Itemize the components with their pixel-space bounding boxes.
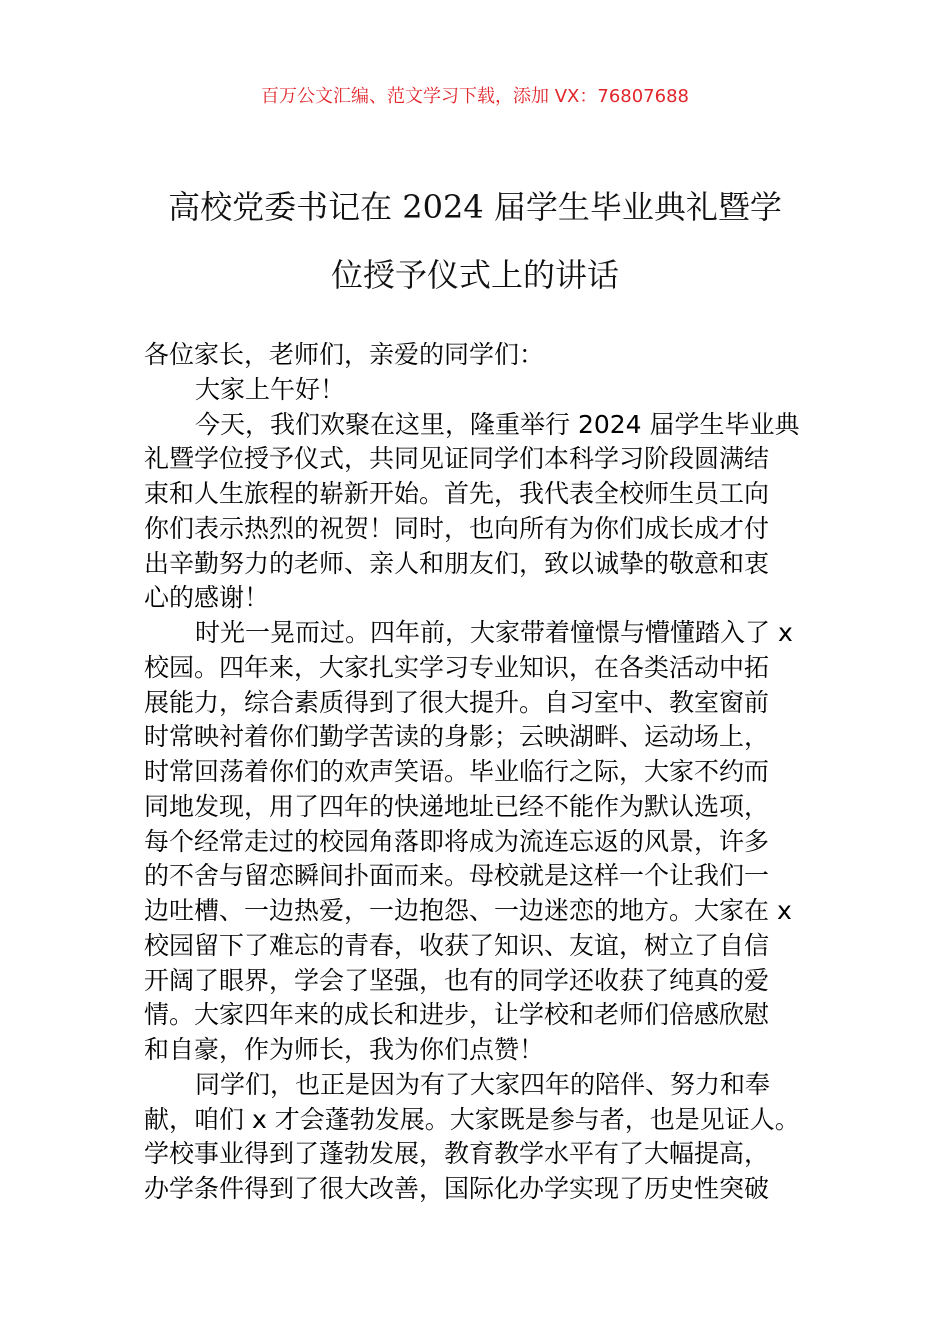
text-line: 束和人生旅程的崭新开始。首先，我代表全校师生员工向 xyxy=(144,479,770,508)
text-line: 每个经常走过的校园角落即将成为流连忘返的风景，许多 xyxy=(144,826,770,856)
text-line: 情。大家四年来的成长和进步，让学校和老师们倍感欣慰 xyxy=(144,1000,770,1030)
paragraph xyxy=(144,616,844,1068)
text-line: 礼暨学位授予仪式，共同见证同学们本科学习阶段圆满结 xyxy=(144,444,770,474)
text-line: 开阔了眼界，学会了坚强，也有的同学还收获了纯真的爱 xyxy=(144,965,770,995)
text-line: 今天，我们欢聚在这里，隆重举行 2024 届学生毕业典 xyxy=(195,409,800,439)
text-line: 心的感谢！ xyxy=(144,583,270,613)
text-line: 展能力，综合素质得到了很大提升。自习室中、教室窗前 xyxy=(144,687,770,717)
text-line: 校园留下了难忘的青春，收获了知识、友谊，树立了自信 xyxy=(144,930,770,960)
text-line: 边吐槽、一边热爱，一边抱怨、一边迷恋的地方。大家在 x xyxy=(144,896,792,925)
text-line: 学校事业得到了蓬勃发展，教育教学水平有了大幅提高， xyxy=(144,1139,770,1169)
text-line: 你们表示热烈的祝贺！同时，也向所有为你们成长成才付 xyxy=(144,513,770,543)
text-line: 的不舍与留恋瞬间扑面而来。母校就是这样一个让我们一 xyxy=(144,861,770,891)
text-line: 校园。四年来，大家扎实学习专业知识，在各类活动中拓 xyxy=(144,652,770,682)
text-line: 时光一晃而过。四年前，大家带着憧憬与懵懂踏入了 x xyxy=(195,618,793,647)
text-line: 和自豪，作为师长，我为你们点赞！ xyxy=(144,1035,545,1064)
paragraph xyxy=(144,1068,844,1207)
document-body xyxy=(144,338,844,1207)
text-line: 时常映衬着你们勤学苦读的身影；云映湖畔、运动场上， xyxy=(144,722,770,752)
text-line: 同地发现，用了四年的快递地址已经不能作为默认选项， xyxy=(144,791,770,821)
text-line: 同学们，也正是因为有了大家四年的陪伴、努力和奉 xyxy=(195,1069,771,1099)
text-line: 各位家长，老师们，亲爱的同学们： xyxy=(144,340,545,369)
document-title-line-2: 位授予仪式上的讲话 xyxy=(330,256,619,294)
salutation xyxy=(144,338,844,373)
text-line: 献，咱们 x 才会蓬勃发展。大家既是参与者，也是见证人。 xyxy=(144,1104,800,1134)
text-line: 办学条件得到了很大改善，国际化办学实现了历史性突破 xyxy=(144,1174,770,1203)
text-line: 大家上午好！ xyxy=(195,374,346,404)
document-title-line-1: 高校党委书记在 2024 届学生毕业典礼暨学 xyxy=(168,188,782,226)
text-line: 出辛勤努力的老师、亲人和朋友们，致以诚挚的敬意和衷 xyxy=(144,548,770,578)
text-line: 时常回荡着你们的欢声笑语。毕业临行之际，大家不约而 xyxy=(144,757,770,786)
watermark-banner: 百万公文汇编、范文学习下载，添加 VX：76807688 xyxy=(261,86,689,107)
paragraph xyxy=(144,408,844,617)
paragraph xyxy=(144,373,844,408)
